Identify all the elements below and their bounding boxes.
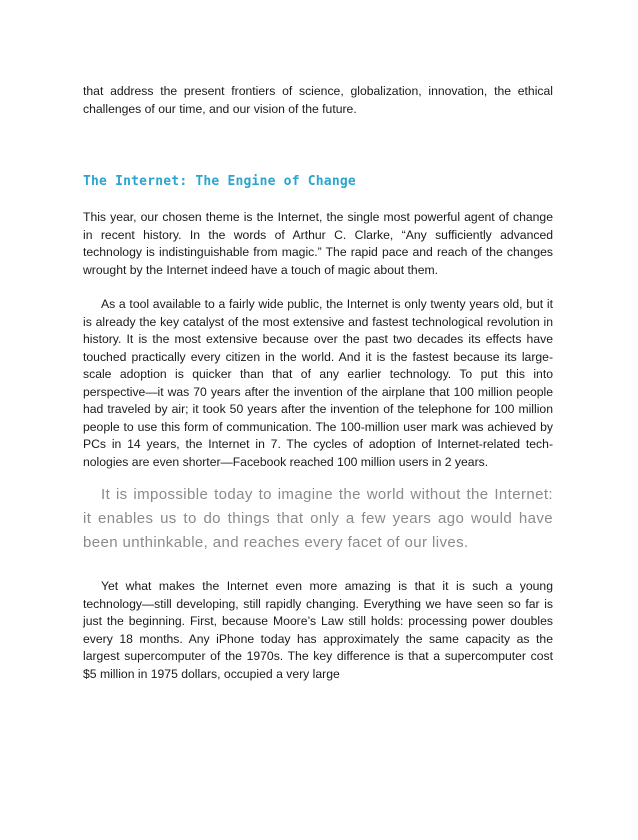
intro-paragraph: that address the present frontiers of science, globalization, innovation, the ethical challenges of our time, and our vision of the future.	[83, 84, 553, 116]
section-heading: The Internet: The Engine of Change	[83, 174, 356, 189]
pull-quote: It is impossible today to imagine the world without the Internet: it enables us to do things that only a few years ago would have been unthinkable, and reaches every facet of our lives.	[83, 486, 553, 551]
young-technology-paragraph: Yet what makes the Internet even more amazing is that it is such a young technology—still developing, still rapidly changing. Everything we have seen so far is just the beginning. First, because Moore’s Law still holds: processing power doubles every 18 months. Any iPhone today has approximately the same capacity as the largest supercomputer of the 1970s. The key difference is that a supercomputer cost $5 million in 1975 dollars, occupied a very large	[83, 579, 553, 681]
theme-paragraph: This year, our chosen theme is the Internet, the single most powerful agent of change in recent history. In the words of Arthur C. Clarke, “Any sufficiently advanced technology is indistinguishable from magic.” The rapid pace and reach of the changes wrought by the Internet indeed have a touch of magic about them.	[83, 210, 553, 277]
document-page	[83, 0, 553, 683]
tool-paragraph: As a tool available to a fairly wide public, the Internet is only twenty years old, but it is already the key catalyst of the most extensive and fastest technological revolution in history. It is the most extensive because over the past two decades its effects have touched practically every citizen in the world. And it is the fastest because its large-scale adoption is quicker than that of any earlier technology. To put this into perspective—it was 70 years after the invention of the airplane that 100 million people had traveled by air; it took 50 years after the invention of the telephone for 100 million people to use this form of communication. The 100-million user mark was achieved by PCs in 14 years, the Internet in 7. The cycles of adoption of Internet-related technologies are even shorter—Facebook reached 100 million users in 2 years.	[83, 297, 553, 469]
